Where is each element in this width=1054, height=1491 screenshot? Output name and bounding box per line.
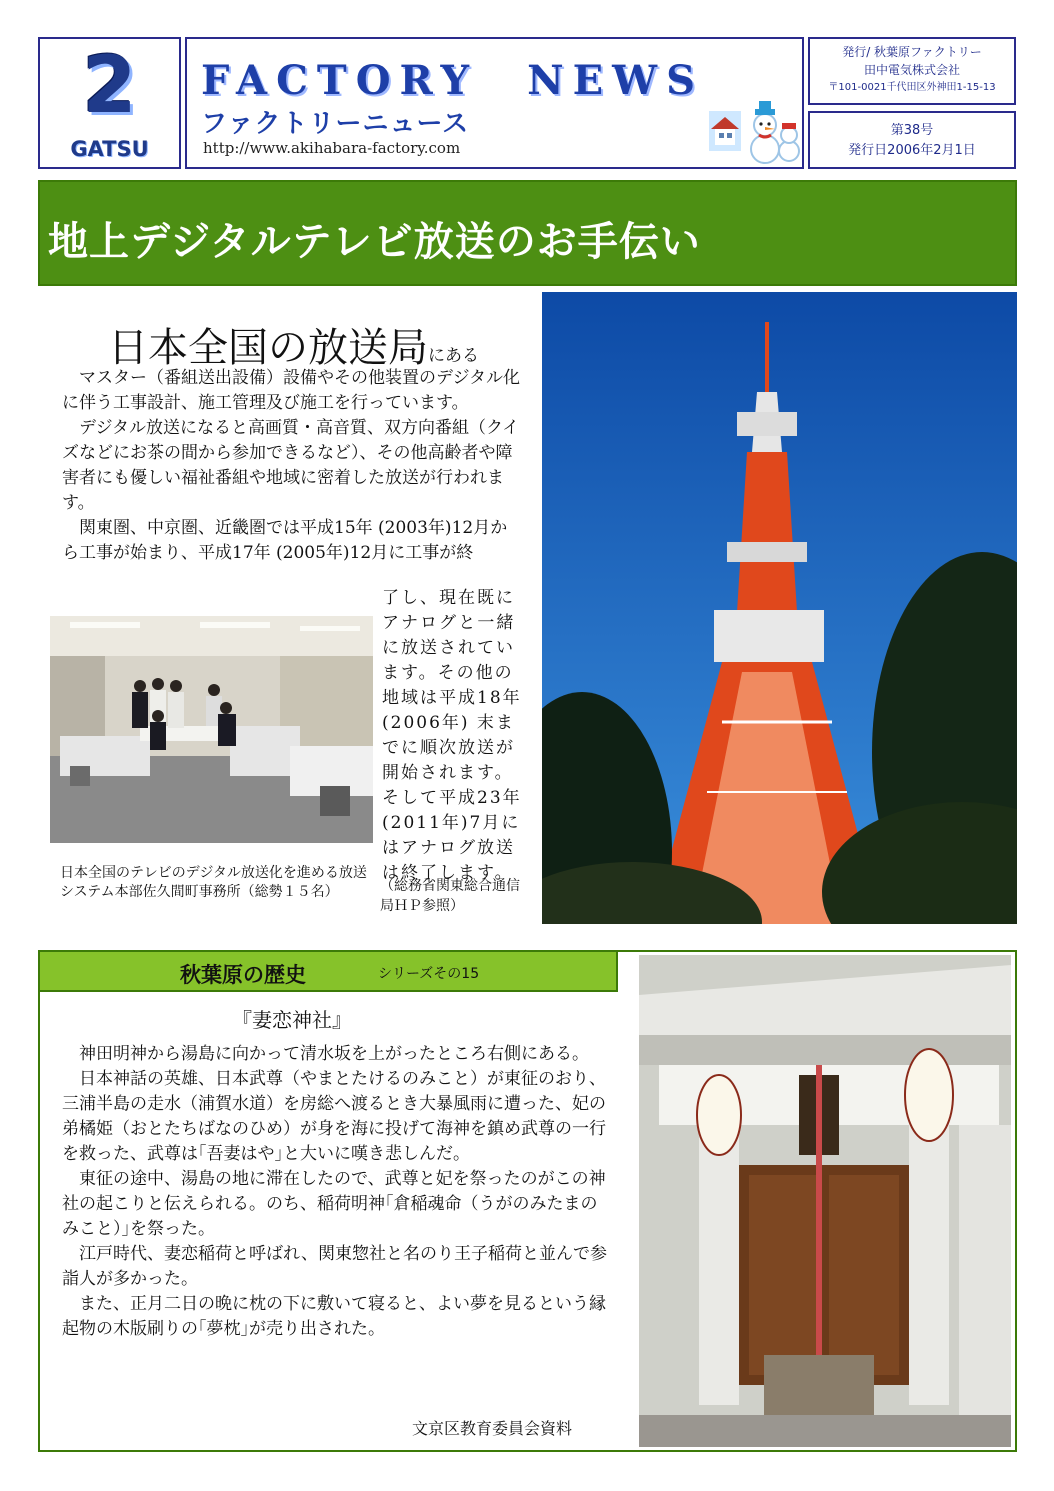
shrine-photo xyxy=(639,955,1011,1447)
photo-caption: 日本全国のテレビのデジタル放送化を進める放送システム本部佐久間町事務所（総勢１５名） xyxy=(60,865,367,900)
publisher-company: 田中電気株式会社 xyxy=(863,63,960,77)
paragraph: 江戸時代、妻恋稲荷と呼ばれ、関東惣社と名のり王子稲荷と並んで参詣人が多かった。 xyxy=(62,1244,608,1289)
issue-number: 第38号 xyxy=(890,123,934,138)
paragraph: 了し、現在既にアナログと一緒に放送されています。その他の地域は平成18年(2006年) 末までに順次放送が開始されます。 xyxy=(382,588,522,783)
article-heading-suffix: にある xyxy=(428,346,479,366)
publisher-address: 〒101-0021千代田区外神田1-15-13 xyxy=(828,82,996,93)
office-staff-photo xyxy=(50,616,373,843)
month-number: 2 xyxy=(82,41,137,131)
paragraph: デジタル放送になると高画質・高音質、双方向番組（クイズなどにお茶の間から参加できるなど）、その他高齢者や障害者にも優しい福祉番組や地域に密着した放送が行われます。 xyxy=(62,418,520,513)
paragraph: 日本神話の英雄、日本武尊（やまとたけるのみこと）が東征のおり、三浦半島の走水（浦賀水道）を房総へ渡るとき大暴風雨に遭った、妃の弟橘姫（おとたちばなのひめ）が身を海に投げて海神を鎮め武尊の一行を救った、武尊は｢吾妻はや｣と大いに嘆き悲しんだ。 xyxy=(62,1069,606,1164)
issue-info xyxy=(808,111,1016,169)
website-link[interactable]: http://www.akihabara-factory.com xyxy=(203,139,461,157)
publisher-name: 発行/ 秋葉原ファクトリー xyxy=(842,45,982,59)
history-series-label: シリーズその15 xyxy=(378,966,480,982)
paragraph: そして平成23年(2011年)7月にはアナログ放送は終了します。 xyxy=(382,788,522,883)
article-heading-main: 日本全国の放送局 xyxy=(108,325,428,371)
headline-text: 地上デジタルテレビ放送のお手伝い xyxy=(48,219,701,265)
paragraph: 東征の途中、湯島の地に滞在したので、武尊と妃を祭ったのがこの神社の起こりと伝えられる。のち、稲荷明神｢倉稲魂命（うがのみたまのみこと）｣を祭った。 xyxy=(62,1169,606,1239)
article-body xyxy=(62,366,522,566)
paragraph: 神田明神から湯島に向かって清水坂を上がったところ右側にある。 xyxy=(62,1044,589,1064)
article-body-side xyxy=(382,586,524,886)
issue-date: 発行日2006年2月1日 xyxy=(848,143,976,158)
headline-banner xyxy=(38,180,1017,286)
article-heading xyxy=(108,316,479,373)
history-section-title: 秋葉原の歴史 xyxy=(180,963,306,987)
masthead-title-en: FACTORY NEWS xyxy=(201,57,704,104)
masthead-title-jp: ファクトリーニュース xyxy=(201,109,470,139)
source-credit: 文京区教育委員会資料 xyxy=(412,1419,573,1438)
tokyo-tower-photo xyxy=(542,292,1017,924)
paragraph: マスター（番組送出設備）設備やその他装置のデジタル化に伴う工事設計、施工管理及び施工を行っています。 xyxy=(62,368,520,413)
history-section-tab xyxy=(38,950,618,992)
paragraph: 関東圏、中京圏、近畿圏では平成15年 (2003年)12月から工事が始まり、平成17年 (2005年)12月に工事が終 xyxy=(62,518,508,563)
masthead xyxy=(185,37,804,169)
month-badge xyxy=(38,37,181,169)
publisher-info xyxy=(808,37,1016,105)
month-label: GATSU xyxy=(70,137,149,161)
reference-note: （総務省関東総合通信局ＨＰ参照） xyxy=(380,878,520,914)
history-body xyxy=(62,1042,610,1342)
snowman-illustration-icon xyxy=(709,91,801,167)
shrine-title: 『妻恋神社』 xyxy=(232,1008,352,1032)
paragraph: また、正月二日の晩に枕の下に敷いて寝ると、よい夢を見るという縁起物の木版刷りの｢夢枕｣が売り出された。 xyxy=(62,1294,606,1339)
